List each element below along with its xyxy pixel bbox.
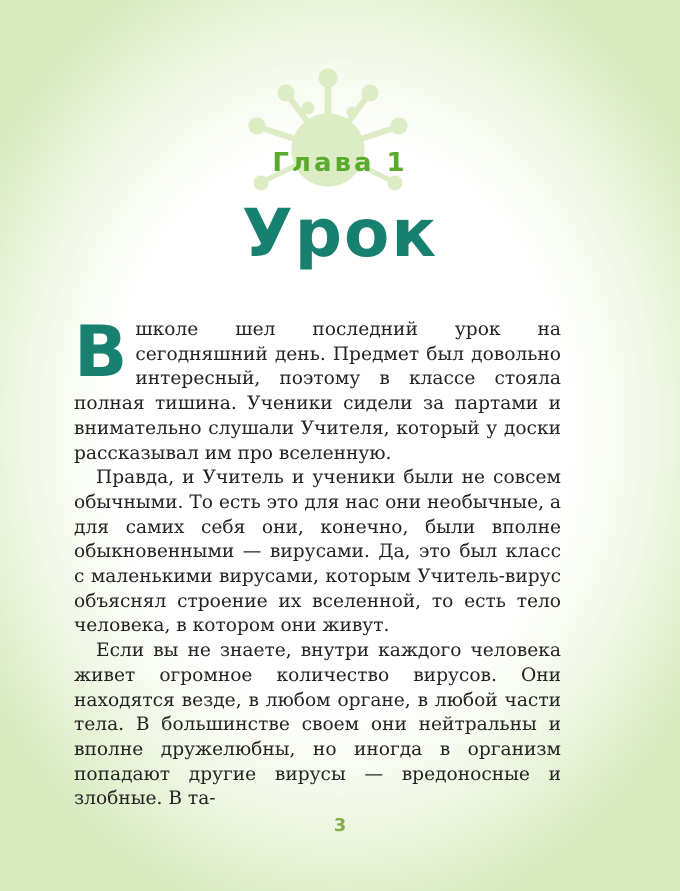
paragraph-3: Если вы не знаете, внутри каждого человека живет огромное количество вирусов. Они находятся везде, в любом органе, в любой части тела. В большинстве своем они нейтральны и вполне дружелюбны, но иногда в организм попадают другие вирусы — вредоносные и злобные. В та- xyxy=(74,640,561,810)
page-number: 3 xyxy=(333,815,347,836)
chapter-label: Глава 1 xyxy=(272,148,408,178)
chapter-title: Урок xyxy=(241,195,439,272)
paragraph-1-text: школе шел последний урок на сегодняшний день. Предмет был довольно интересный, поэтому в классе стояла полная тишина. Ученики сидели за партами и внимательно слушали Учителя, который у доски рассказывал им про вселенную. xyxy=(74,319,561,464)
paragraph-2: Правда, и Учитель и ученики были не совсем обычными. То есть это для нас они необычные, а для самих себя они, конечно, были вполне обыкновенными — вирусами. Да, это был класс с маленькими вирусами, которым Учитель-вирус объяснял строение их вселенной, то есть тело человека, в котором они живут. xyxy=(74,467,561,637)
paragraph-1 xyxy=(74,311,561,466)
drop-cap: В xyxy=(74,311,128,393)
chapter-text xyxy=(74,311,561,812)
